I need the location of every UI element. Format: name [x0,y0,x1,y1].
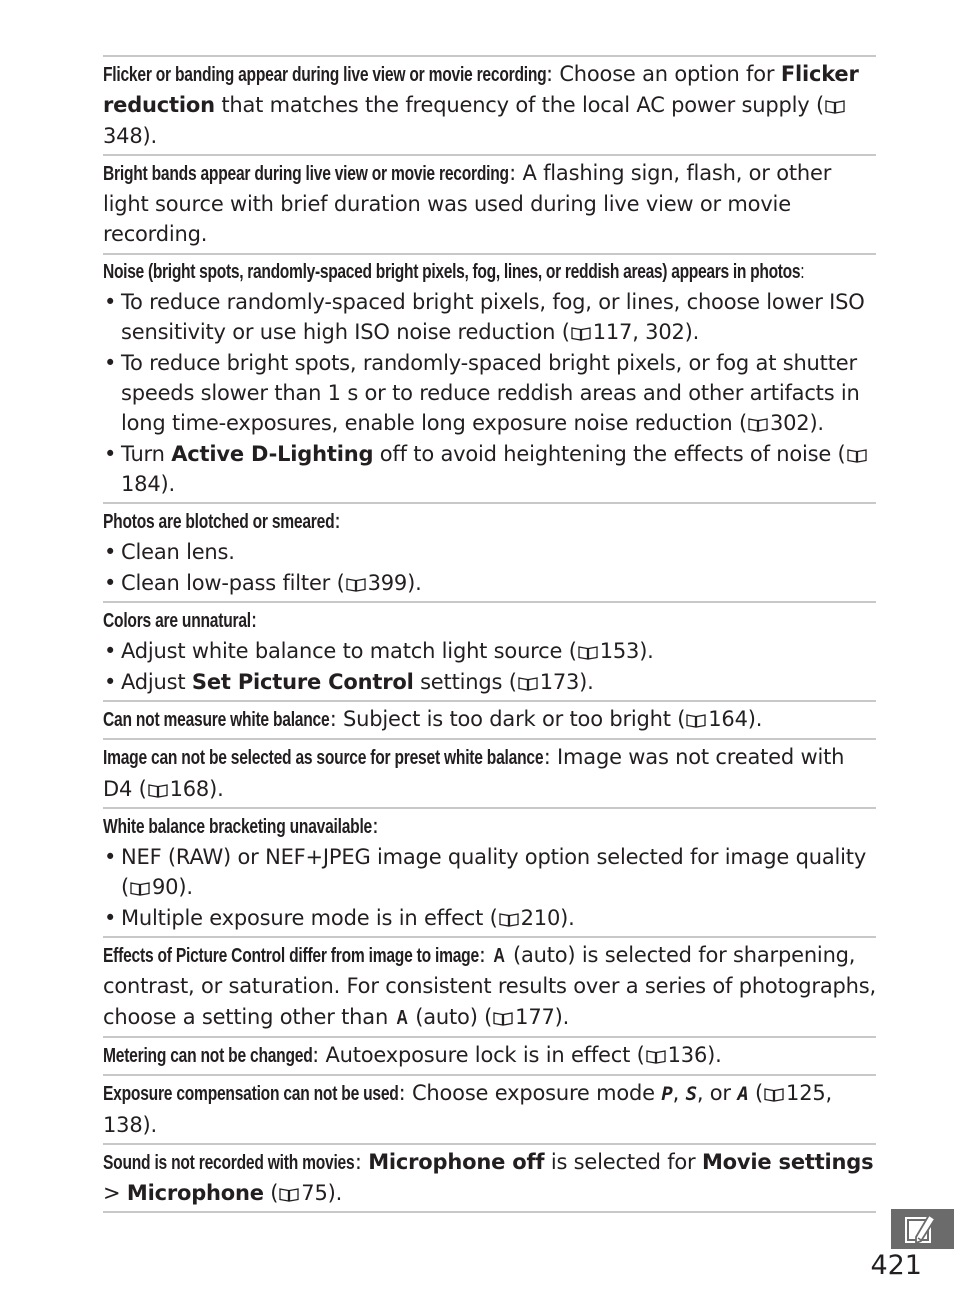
book-reference-icon [518,676,538,690]
entry-picture-control: Effects of Picture Control differ from image to image: A (auto) is selected for sharpening, contrast, or saturation. For consistent results over a series of photographs, choose a setting other than A (auto) ( 177). [103,938,876,1038]
entry-heading: Exposure compensation can not be used [103,1083,399,1106]
entry-blotched: Photos are blotched or smeared: • Clean lens. • Clean low-pass filter ( 399). [103,504,876,603]
entry-heading: Effects of Picture Control differ from image to image [103,945,479,968]
entry-heading: Bright bands appear during live view or movie recording [103,162,509,185]
entry-heading: Sound is not recorded with movies [103,1151,355,1174]
mode-a-symbol: A [737,1083,749,1106]
entry-heading: Noise (bright spots, randomly-spaced bright pixels, fog, lines, or reddish areas) appears in photos [103,260,801,283]
book-reference-icon [646,1049,666,1063]
entry-bright-bands: Bright bands appear during live view or movie recording: A flashing sign, flash, or other light source with brief duration was used during live view or movie recording. [103,156,876,255]
book-reference-icon [825,99,845,113]
book-reference-icon [847,448,867,462]
book-reference-icon [130,881,150,895]
entry-heading: Image can not be selected as source for preset white balance [103,747,544,770]
book-reference-icon [279,1187,299,1201]
book-reference-icon [578,645,598,659]
list-item: • To reduce bright spots, randomly-spaced bright pixels, or fog at shutter speeds slower than 1 s or to reduce reddish areas and other artifacts in long time-exposures, enable long exposure noise reduction ( 302). [103,348,876,439]
page-number: 421 [870,1250,922,1281]
list-item: • Clean low-pass filter ( 399). [103,568,876,598]
auto-setting-symbol: A [493,945,506,968]
list-item: • Multiple exposure mode is in effect ( 210). [103,903,876,933]
book-reference-icon [499,912,519,926]
entry-flicker [103,57,876,156]
list-item: • Clean lens. [103,537,876,567]
book-reference-icon [748,417,768,431]
section-tab [891,1209,954,1249]
list-item: • Adjust Set Picture Control settings ( 173). [103,667,876,697]
book-reference-icon [764,1087,784,1101]
list-item: • NEF (RAW) or NEF+JPEG image quality option selected for image quality ( 90). [103,842,876,903]
entry-heading: Can not measure white balance [103,708,330,731]
mode-p-symbol: P [661,1083,673,1106]
book-reference-icon [346,577,366,591]
troubleshooting-list [103,55,876,1213]
noise-list [103,287,876,499]
mode-s-symbol: S [685,1083,697,1106]
entry-heading: Metering can not be changed [103,1044,313,1067]
book-reference-icon [571,326,591,340]
entry-colors: Colors are unnatural: • Adjust white balance to match light source ( 153). • Adjust Set Picture Control settings ( 173). [103,603,876,702]
entry-metering: Metering can not be changed: Autoexposure lock is in effect ( 136). [103,1038,876,1076]
auto-setting-symbol: A [395,1006,408,1029]
entry-exposure-comp: Exposure compensation can not be used: Choose exposure mode P, S, or A ( 125, 138). [103,1076,876,1145]
entry-heading: Colors are unnatural [103,610,251,633]
entry-preset-source: Image can not be selected as source for preset white balance: Image was not created with D4 ( 168). [103,740,876,809]
entry-wb-bracketing: White balance bracketing unavailable: • NEF (RAW) or NEF+JPEG image quality option selected for image quality ( 90). • Multiple exposure mode is in effect ( 210). [103,809,876,938]
book-reference-icon [493,1011,513,1025]
entry-white-balance-measure: Can not measure white balance: Subject is too dark or too bright ( 164). [103,702,876,740]
entry-heading: Flicker or banding appear during live view or movie recording [103,64,547,86]
list-item: • Turn Active D-Lighting off to avoid heightening the effects of noise ( 184). [103,439,876,500]
list-item: • Adjust white balance to match light source ( 153). [103,636,876,666]
entry-heading: Photos are blotched or smeared [103,511,335,534]
list-item: • To reduce randomly-spaced bright pixels, fog, or lines, choose lower ISO sensitivity or use high ISO noise reduction ( 117, 302). [103,287,876,348]
book-reference-icon [148,783,168,797]
entry-noise: Noise (bright spots, randomly-spaced bright pixels, fog, lines, or reddish areas) appears in photos: • To reduce randomly-spaced bright pixels, fog, or lines, choose lower ISO sensitivity or use high ISO noise reduction ( 117, 302). • To reduce bright spots, randomly-spaced bright pixels, or fog at shutter speeds slower than 1 s or to reduce reddish areas and other artifacts in long time-exposures, enable long exposure noise reduction ( 302). • Turn Active D-Lighting off to avoid heightening the effects of noise ( 184). [103,255,876,504]
troubleshooting-tab-icon [899,1213,943,1245]
entry-heading: White balance bracketing unavailable [103,815,373,838]
book-reference-icon [686,713,706,727]
entry-sound: Sound is not recorded with movies: Microphone off is selected for Movie settings > Microphone ( 75). [103,1145,876,1214]
entry-flicker-text: Flicker or banding appear during live view or movie recording: Choose an option for Flicker reduction that matches the frequency of the local AC power supply ( 348). [103,62,859,148]
